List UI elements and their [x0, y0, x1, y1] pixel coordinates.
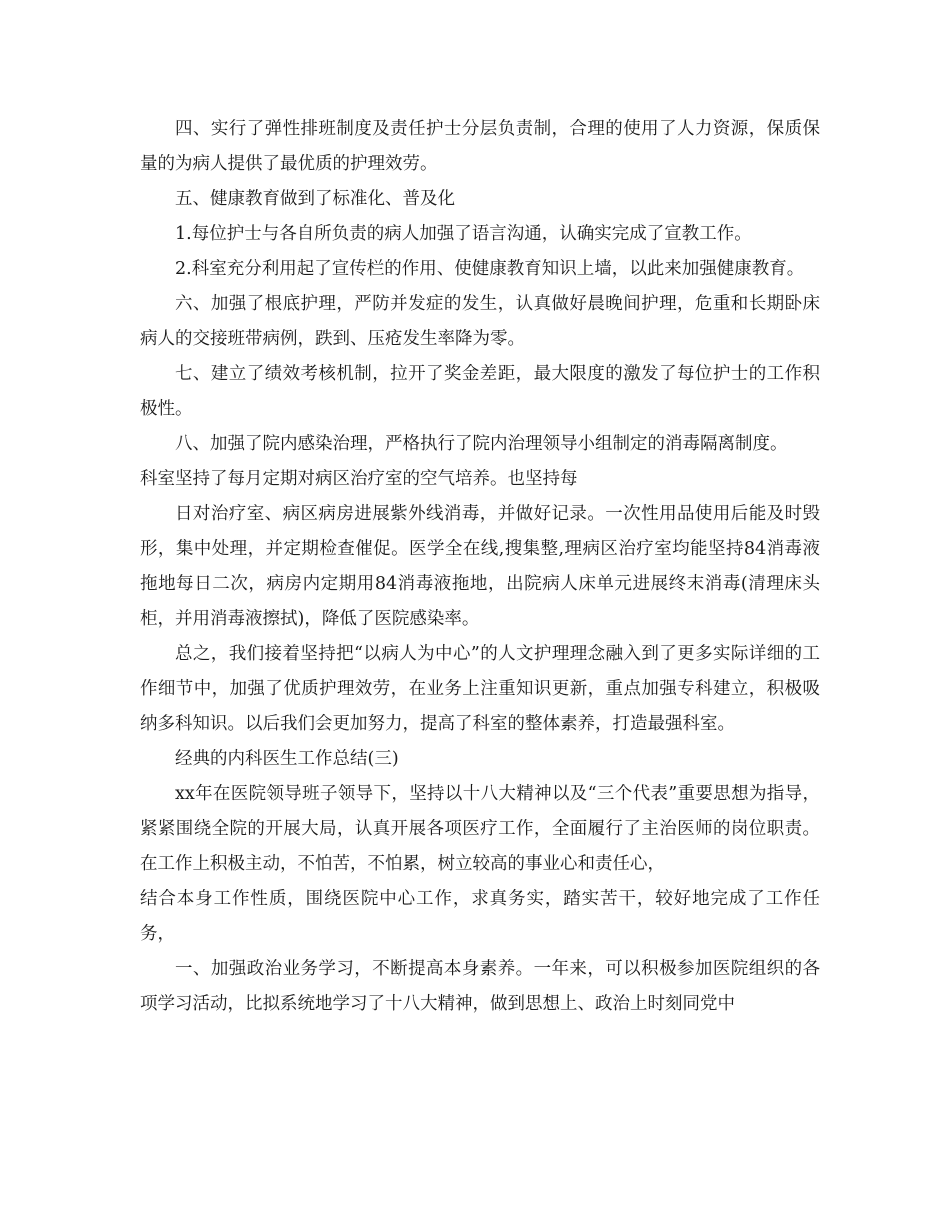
paragraph-intro: xx年在医院领导班子领导下，坚持以十八大精神以及“三个代表”重要思想为指导，紧紧围绕全院的开展大局，认真开展各项医疗工作，全面履行了主治医师的岗位职责。在工作上积极主动，不怕苦，不怕累，树立较高的事业心和责任心，: [140, 784, 820, 874]
paragraph-intro-continued: 结合本身工作性质，围绕医院中心工作，求真务实，踏实苦干，较好地完成了工作任务，: [140, 889, 820, 944]
paragraph-item-1: 1.每位护士与各自所负责的病人加强了语言沟通，认确实完成了宣教工作。: [175, 224, 752, 244]
paragraph-section-six: 六、加强了根底护理，严防并发症的发生，认真做好晨晚间护理，危重和长期卧床病人的交接班带病例，跌到、压疮发生率降为零。: [140, 294, 820, 349]
paragraph-item-2: 2.科室充分利用起了宣传栏的作用、使健康教育知识上墙，以此来加强健康教育。: [175, 259, 805, 279]
paragraph-section-eight-continued: 科室坚持了每月定期对病区治疗室的空气培养。也坚持每: [140, 469, 578, 489]
paragraph-section-five-heading: 五、健康教育做到了标准化、普及化: [175, 189, 455, 209]
paragraph-conclusion: 总之，我们接着坚持把“以病人为中心”的人文护理理念融入到了更多实际详细的工作细节中，加强了优质护理效劳，在业务上注重知识更新，重点加强专科建立，积极吸纳多科知识。以后我们会更加努力，提高了科室的整体素养，打造最强科室。: [140, 644, 820, 734]
paragraph-section-one: 一、加强政治业务学习，不断提高本身素养。一年来，可以积极参加医院组织的各项学习活动，比拟系统地学习了十八大精神，做到思想上、政治上时刻同党中: [140, 959, 820, 1014]
paragraph-section-eight: 八、加强了院内感染治理，严格执行了院内治理领导小组制定的消毒隔离制度。: [175, 434, 788, 454]
document-page: [140, 112, 820, 1022]
paragraph-section-four: 四、实行了弹性排班制度及责任护士分层负责制，合理的使用了人力资源，保质保量的为病人提供了最优质的护理效劳。: [140, 119, 820, 174]
paragraph-section-seven: 七、建立了绩效考核机制，拉开了奖金差距，最大限度的激发了每位护士的工作积极性。: [140, 364, 820, 419]
paragraph-disinfection: 日对治疗室、病区病房进展紫外线消毒，并做好记录。一次性用品使用后能及时毁形，集中处理，并定期检查催促。医学全在线,搜集整,理病区治疗室均能坚持84消毒液拖地每日二次，病房内定期用84消毒液拖地，出院病人床单元进展终末消毒(清理床头柜，并用消毒液擦拭)，降低了医院感染率。: [140, 504, 820, 629]
section-heading-three: 经典的内科医生工作总结(三): [175, 749, 399, 769]
